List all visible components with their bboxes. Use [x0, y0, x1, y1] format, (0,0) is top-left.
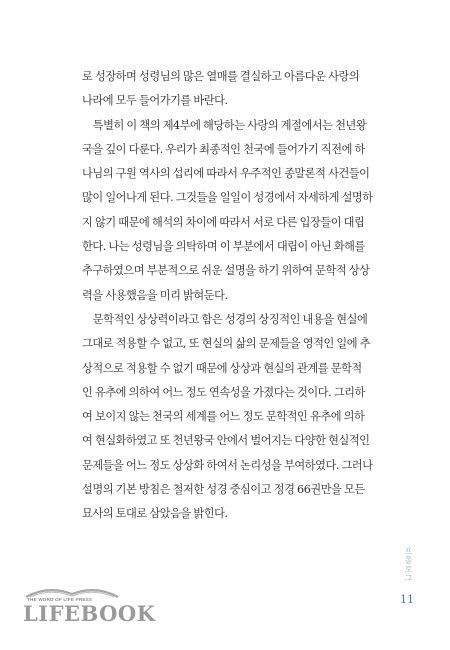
publisher-logo	[22, 583, 156, 633]
text-line: 나라에 모두 들어가기를 바란다.	[82, 94, 228, 108]
text-line: 력을 사용했음을 미리 밝혀둔다.	[82, 288, 228, 302]
text-line: 상적으로 적용할 수 없기 때문에 상상과 현실의 관계를 문학적	[82, 361, 362, 375]
body-text	[82, 65, 387, 527]
text-line: 많이 일어나게 된다. 그것들을 일일이 성경에서 자세하게 설명하	[82, 191, 373, 205]
section-label: 프롤로그	[404, 547, 413, 583]
logo-wordmark: LIFEBOOK	[23, 601, 156, 626]
text-line: 설명의 기본 방침은 철저한 성경 중심이고 정경 66권만을 모든	[82, 483, 365, 497]
page-number: 11	[400, 593, 414, 606]
text-line: 특별히 이 책의 제4부에 해당하는 사랑의 계절에서는 천년왕	[82, 118, 367, 132]
text-line: 여 보이지 않는 천국의 세계를 어느 정도 문학적인 유추에 의하	[82, 410, 365, 424]
text-line: 지 않기 때문에 해석의 차이에 따라서 서로 다른 입장들이 대립	[82, 215, 365, 229]
text-line: 나님의 구원 역사의 섭리에 따라서 우주적인 종말론적 사건들이	[82, 167, 370, 181]
logo-tagline: THE WORD OF LIFE PRESS	[27, 597, 93, 602]
text-line: 문학적인 상상력이라고 함은 성경의 상징적인 내용을 현실에	[82, 312, 368, 326]
text-line: 한다. 나는 성령님을 의탁하며 이 부분에서 대립이 아닌 화해를	[82, 240, 365, 254]
text-line: 여 현실화하였고 또 천년왕국 안에서 벌어지는 다양한 현실적인	[82, 434, 370, 448]
text-line: 국을 깊이 다룬다. 우리가 최종적인 천국에 들어가기 직전에 하	[82, 142, 365, 156]
text-line: 로 성장하며 성령님의 많은 열매를 결실하고 아름다운 사랑의	[82, 70, 360, 83]
text-line: 묘사의 토대로 삼았음을 밝힌다.	[82, 507, 228, 521]
text-line: 추구하였으며 부분적으로 쉬운 설명을 하기 위하여 문학적 상상	[82, 264, 370, 278]
text-line: 문제들을 어느 정도 상상화 하여서 논리성을 부여하였다. 그러나	[82, 458, 373, 472]
text-line: 그대로 적용할 수 없고, 또 현실의 삶의 문제들을 영적인 일에 추	[82, 337, 371, 351]
text-line: 인 유추에 의하여 어느 정도 연속성을 가졌다는 것이다. 그리하	[82, 385, 365, 399]
